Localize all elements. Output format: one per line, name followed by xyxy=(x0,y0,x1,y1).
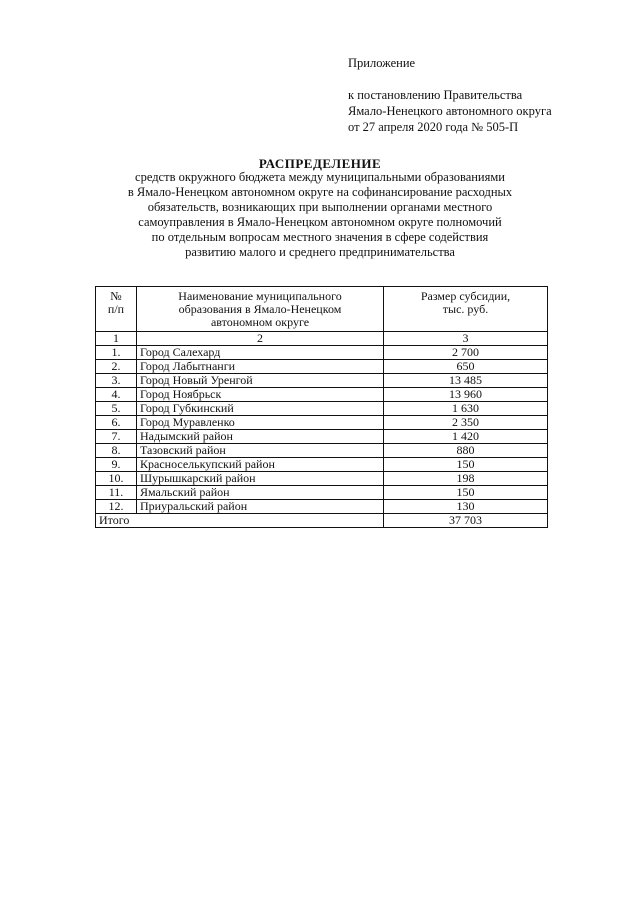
subsidy-amount: 1 420 xyxy=(384,430,548,444)
total-amount: 37 703 xyxy=(384,514,548,528)
municipality-name: Город Муравленко xyxy=(137,416,384,430)
row-number: 4. xyxy=(96,388,137,402)
subtitle-line: развитию малого и среднего предпринимательства xyxy=(185,245,455,259)
municipality-name: Город Лабытнанги xyxy=(137,360,384,374)
row-number: 7. xyxy=(96,430,137,444)
subsidy-amount: 130 xyxy=(384,500,548,514)
subsidy-amount: 13 960 xyxy=(384,388,548,402)
subsidy-amount: 150 xyxy=(384,458,548,472)
header-amount-line-2: тыс. руб. xyxy=(442,302,489,316)
appendix-line-2: Ямало-Ненецкого автономного округа xyxy=(348,104,552,118)
header-amount xyxy=(384,287,548,332)
row-number: 2. xyxy=(96,360,137,374)
appendix-label: Приложение xyxy=(348,56,416,70)
subtitle-line: самоуправления в Ямало-Ненецком автономном округе полномочий xyxy=(138,215,502,229)
row-number: 9. xyxy=(96,458,137,472)
municipality-name: Приуральский район xyxy=(137,500,384,514)
row-number: 3. xyxy=(96,374,137,388)
total-row xyxy=(96,514,548,528)
header-name-line-3: автономном округе xyxy=(210,315,310,329)
subsidy-amount: 1 630 xyxy=(384,402,548,416)
subsidy-amount: 13 485 xyxy=(384,374,548,388)
subsidy-amount: 150 xyxy=(384,486,548,500)
table-row xyxy=(96,346,548,360)
municipality-name: Город Губкинский xyxy=(137,402,384,416)
subtitle-line: в Ямало-Ненецком автономном округе на софинансирование расходных xyxy=(127,185,513,199)
row-number: 11. xyxy=(96,486,137,500)
subsidy-amount: 2 350 xyxy=(384,416,548,430)
table-row xyxy=(96,374,548,388)
subsidy-amount: 2 700 xyxy=(384,346,548,360)
subsidy-amount: 880 xyxy=(384,444,548,458)
total-label: Итого xyxy=(96,514,384,528)
municipality-name: Ямальский район xyxy=(137,486,384,500)
distribution-table xyxy=(95,286,548,528)
document-title: РАСПРЕДЕЛЕНИЕ xyxy=(258,156,382,171)
appendix-line-3: от 27 апреля 2020 года № 505-П xyxy=(348,120,519,134)
municipality-name: Город Салехард xyxy=(137,346,384,360)
row-number: 6. xyxy=(96,416,137,430)
table-row xyxy=(96,402,548,416)
table-row xyxy=(96,388,548,402)
municipality-name: Город Ноябрьск xyxy=(137,388,384,402)
table-row xyxy=(96,444,548,458)
subtitle-line: обязательств, возникающих при выполнении органами местного xyxy=(147,200,493,214)
appendix-block xyxy=(348,55,552,135)
table-row xyxy=(96,458,548,472)
municipality-name: Тазовский район xyxy=(137,444,384,458)
document-subtitle xyxy=(80,170,560,260)
row-number: 1. xyxy=(96,346,137,360)
header-number-line-1: № xyxy=(110,289,122,303)
municipality-name: Красноселькупский район xyxy=(137,458,384,472)
subtitle-line: средств окружного бюджета между муниципальными образованиями xyxy=(135,170,505,184)
table-row xyxy=(96,360,548,374)
row-number: 10. xyxy=(96,472,137,486)
header-amount-line-1: Размер субсидии, xyxy=(420,289,511,303)
subtitle-line: по отдельным вопросам местного значения в сфере содействия xyxy=(151,230,489,244)
appendix-line-1: к постановлению Правительства xyxy=(348,88,523,102)
municipality-name: Шурышкарский район xyxy=(137,472,384,486)
municipality-name: Город Новый Уренгой xyxy=(137,374,384,388)
table-row xyxy=(96,416,548,430)
table-row xyxy=(96,500,548,514)
table-row xyxy=(96,472,548,486)
appendix-spacer xyxy=(348,71,552,87)
header-number xyxy=(96,287,137,332)
municipality-name: Надымский район xyxy=(137,430,384,444)
table-header-row xyxy=(96,287,548,332)
table-row xyxy=(96,486,548,500)
subsidy-amount: 198 xyxy=(384,472,548,486)
column-number-row xyxy=(96,332,548,346)
subsidy-amount: 650 xyxy=(384,360,548,374)
row-number: 12. xyxy=(96,500,137,514)
column-number-cell: 2 xyxy=(137,332,384,346)
row-number: 5. xyxy=(96,402,137,416)
column-number-cell: 1 xyxy=(96,332,137,346)
header-name-line-1: Наименование муниципального xyxy=(178,289,342,303)
table-row xyxy=(96,430,548,444)
column-number-cell: 3 xyxy=(384,332,548,346)
header-name-line-2: образования в Ямало-Ненецком xyxy=(178,302,342,316)
row-number: 8. xyxy=(96,444,137,458)
header-name xyxy=(137,287,384,332)
header-number-line-2: п/п xyxy=(107,302,125,316)
